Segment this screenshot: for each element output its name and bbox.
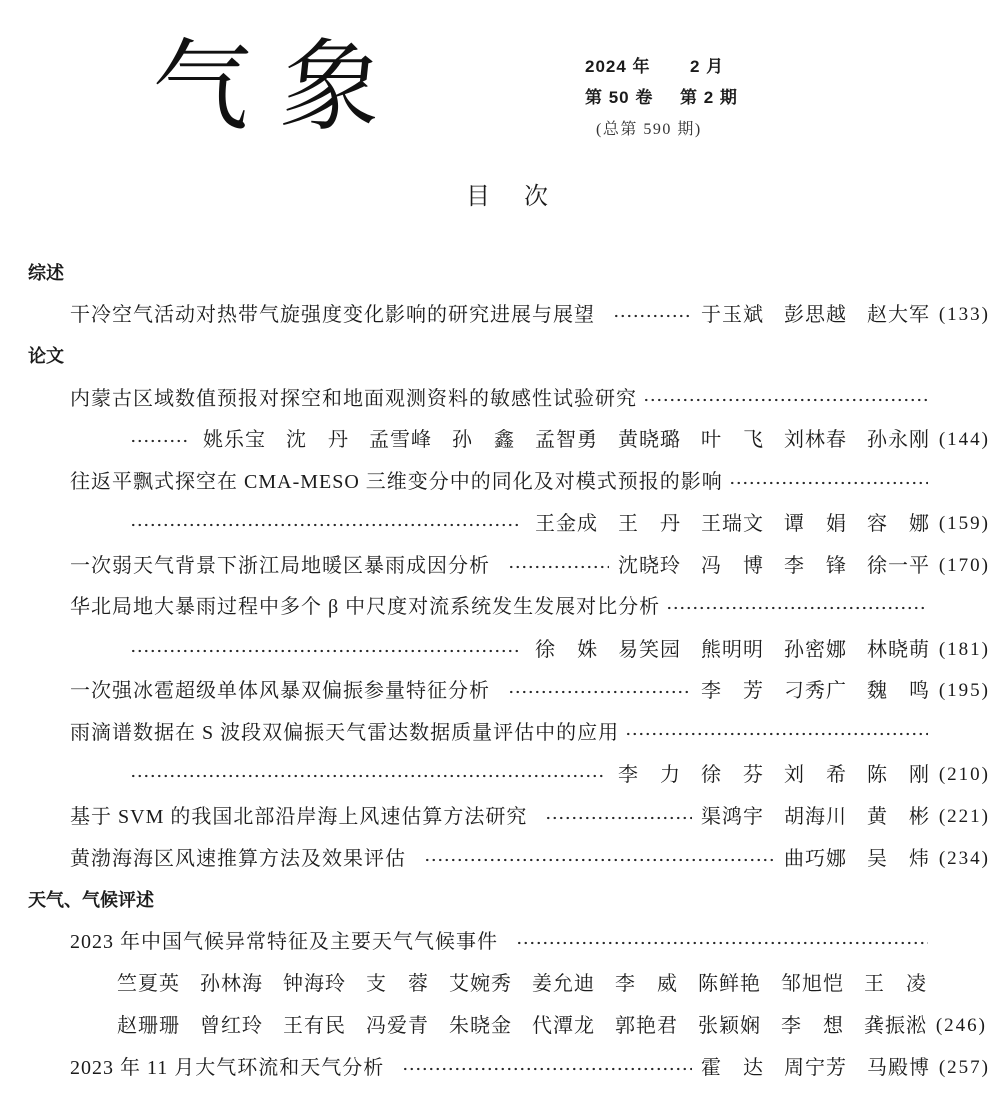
page-number: (144) (938, 429, 990, 450)
author-name: 冯爱青 (366, 1015, 429, 1037)
toc-entry-title-line (70, 592, 928, 622)
dot-leader (625, 718, 928, 748)
author-name: 钟海玲 (283, 973, 346, 995)
author-name: 赵珊珊 (117, 1015, 180, 1037)
author-name: 王金成 (535, 513, 598, 535)
author-list (117, 1011, 927, 1041)
page-number: (221) (938, 806, 990, 827)
author-name: 吴 炜 (867, 848, 930, 870)
author-name: 姚乐宝 (203, 429, 266, 451)
author-list (701, 676, 930, 706)
author-name: 刘 希 (784, 764, 847, 786)
author-name: 黄 彬 (867, 806, 930, 828)
dot-leader (613, 300, 692, 330)
toc-entry-title: 2023 年中国气候异常特征及主要天气气候事件 (70, 931, 498, 953)
author-name: 林晓萌 (867, 639, 930, 661)
author-name: 李 力 (618, 764, 681, 786)
issue-month: 2 月 (690, 57, 725, 76)
toc-entry-author-line (130, 635, 990, 665)
author-name: 沈 丹 (286, 429, 349, 451)
author-name: 邹旭恺 (781, 973, 844, 995)
toc-entry-title: 华北局地大暴雨过程中多个 β 中尺度对流系统发生发展对比分析 (70, 596, 661, 618)
toc-entry-title-line (70, 718, 928, 748)
author-name: 孙 鑫 (452, 429, 515, 451)
dot-leader (402, 1053, 692, 1083)
author-name: 艾婉秀 (449, 973, 512, 995)
page-number: (181) (938, 639, 990, 660)
author-name: 彭思越 (784, 304, 847, 326)
author-name: 马殿博 (867, 1057, 930, 1079)
toc-entry-title: 基于 SVM 的我国北部沿岸海上风速估算方法研究 (70, 806, 528, 828)
toc-entry-title: 干冷空气活动对热带气旋强度变化影响的研究进展与展望 (70, 304, 595, 326)
page-number: (159) (938, 513, 990, 534)
toc-entry-author-line (130, 509, 990, 539)
dot-leader (130, 635, 520, 665)
author-name: 魏 鸣 (867, 680, 930, 702)
dot-leader (545, 802, 692, 832)
author-name: 叶 飞 (701, 429, 764, 451)
page-number: (170) (938, 555, 990, 576)
dot-leader (130, 425, 188, 455)
toc-entry-title: 一次弱天气背景下浙江局地暖区暴雨成因分析 (70, 555, 490, 577)
toc-entry-title: 内蒙古区域数值预报对探空和地面观测资料的敏感性试验研究 (70, 388, 637, 410)
toc-entry (70, 551, 990, 581)
toc-entry-author-line (117, 1011, 990, 1041)
author-list (535, 509, 930, 539)
author-list (701, 802, 930, 832)
page-number: (195) (938, 680, 990, 701)
section-heading: 天气、气候评述 (28, 890, 154, 910)
author-name: 沈晓玲 (618, 555, 681, 577)
author-list (701, 300, 930, 330)
author-name: 易笑园 (618, 639, 681, 661)
dot-leader (516, 927, 928, 957)
author-name: 胡海川 (784, 806, 847, 828)
author-name: 陈 刚 (867, 764, 930, 786)
page-number: (234) (938, 848, 990, 869)
toc-entry-title-line (70, 384, 928, 414)
author-name: 霍 达 (701, 1057, 764, 1079)
author-list (203, 425, 930, 455)
author-name: 曲巧娜 (784, 848, 847, 870)
masthead-logo-char: 象 (275, 28, 389, 145)
author-name: 李 威 (615, 973, 678, 995)
volume-number: 第 50 卷 (585, 88, 654, 107)
page-number: (133) (938, 304, 990, 325)
dot-leader (643, 384, 928, 414)
author-name: 支 蓉 (366, 973, 429, 995)
author-name: 李 锋 (784, 555, 847, 577)
author-name: 赵大军 (867, 304, 930, 326)
author-name: 熊明明 (701, 639, 764, 661)
toc-entry (70, 1053, 990, 1083)
author-list (784, 844, 930, 874)
author-name: 徐 芬 (701, 764, 764, 786)
author-name: 容 娜 (867, 513, 930, 535)
toc-entry-author-line (130, 760, 990, 790)
author-name: 姜允迪 (532, 973, 595, 995)
dot-leader (508, 551, 609, 581)
author-name: 谭 娟 (784, 513, 847, 535)
toc-entry-title: 黄渤海海区风速推算方法及效果评估 (70, 848, 406, 870)
author-name: 孟智勇 (535, 429, 598, 451)
author-name: 于玉斌 (701, 304, 764, 326)
author-name: 陈鲜艳 (698, 973, 761, 995)
author-name: 冯 博 (701, 555, 764, 577)
author-name: 黄晓璐 (618, 429, 681, 451)
page-number: (257) (938, 1057, 990, 1078)
author-name: 渠鸿宇 (701, 806, 764, 828)
author-name: 王 丹 (618, 513, 681, 535)
author-name: 孙永刚 (867, 429, 930, 451)
author-name: 王有民 (283, 1015, 346, 1037)
author-list (535, 635, 930, 665)
dot-leader (729, 467, 928, 497)
author-name: 孙密娜 (784, 639, 847, 661)
author-list (701, 1053, 930, 1083)
toc-entry-title: 一次强冰雹超级单体风暴双偏振参量特征分析 (70, 680, 490, 702)
dot-leader (130, 760, 603, 790)
author-name: 孙林海 (200, 973, 263, 995)
author-name: 刘林春 (784, 429, 847, 451)
toc-entry-author-line (117, 969, 930, 999)
author-name: 曾红玲 (200, 1015, 263, 1037)
toc-entry-title: 雨滴谱数据在 S 波段双偏振天气雷达数据质量评估中的应用 (70, 722, 620, 744)
issue-year: 2024 年 (585, 57, 651, 76)
author-name: 李 想 (781, 1015, 844, 1037)
masthead-logo-char: 气 (145, 28, 259, 145)
author-name: 朱晓金 (449, 1015, 512, 1037)
toc-entry-title-line (70, 927, 928, 957)
page-number: (246) (935, 1015, 987, 1036)
author-name: 王瑞文 (701, 513, 764, 535)
author-name: 徐 姝 (535, 639, 598, 661)
total-issue-number: (总第 590 期) (596, 121, 702, 138)
author-list (618, 760, 930, 790)
author-name: 张颖娴 (698, 1015, 761, 1037)
author-name: 周宁芳 (784, 1057, 847, 1079)
section-heading: 论文 (28, 346, 64, 366)
author-name: 王 凌 (864, 973, 927, 995)
author-name: 刁秀广 (784, 680, 847, 702)
author-name: 竺夏英 (117, 973, 180, 995)
toc-entry-author-line (130, 425, 990, 455)
toc-entry-title-line (70, 467, 928, 497)
author-name: 徐一平 (867, 555, 930, 577)
author-name: 李 芳 (701, 680, 764, 702)
dot-leader (666, 592, 928, 622)
dot-leader (508, 676, 692, 706)
toc-heading: 目 次 (466, 184, 548, 210)
author-name: 郭艳君 (615, 1015, 678, 1037)
toc-entry (70, 802, 990, 832)
author-name: 代潭龙 (532, 1015, 595, 1037)
author-list (618, 551, 930, 581)
toc-entry (70, 300, 990, 330)
toc-entry-title: 往返平飘式探空在 CMA-MESO 三维变分中的同化及对模式预报的影响 (70, 471, 723, 493)
section-heading: 综述 (28, 263, 64, 283)
dot-leader (424, 844, 775, 874)
toc-entry (70, 676, 990, 706)
dot-leader (130, 509, 520, 539)
issue-number: 第 2 期 (680, 88, 738, 107)
author-list (117, 969, 927, 999)
author-name: 龚振淞 (864, 1015, 927, 1037)
author-name: 孟雪峰 (369, 429, 432, 451)
toc-entry (70, 844, 990, 874)
toc-entry-title: 2023 年 11 月大气环流和天气分析 (70, 1057, 385, 1079)
page-number: (210) (938, 764, 990, 785)
